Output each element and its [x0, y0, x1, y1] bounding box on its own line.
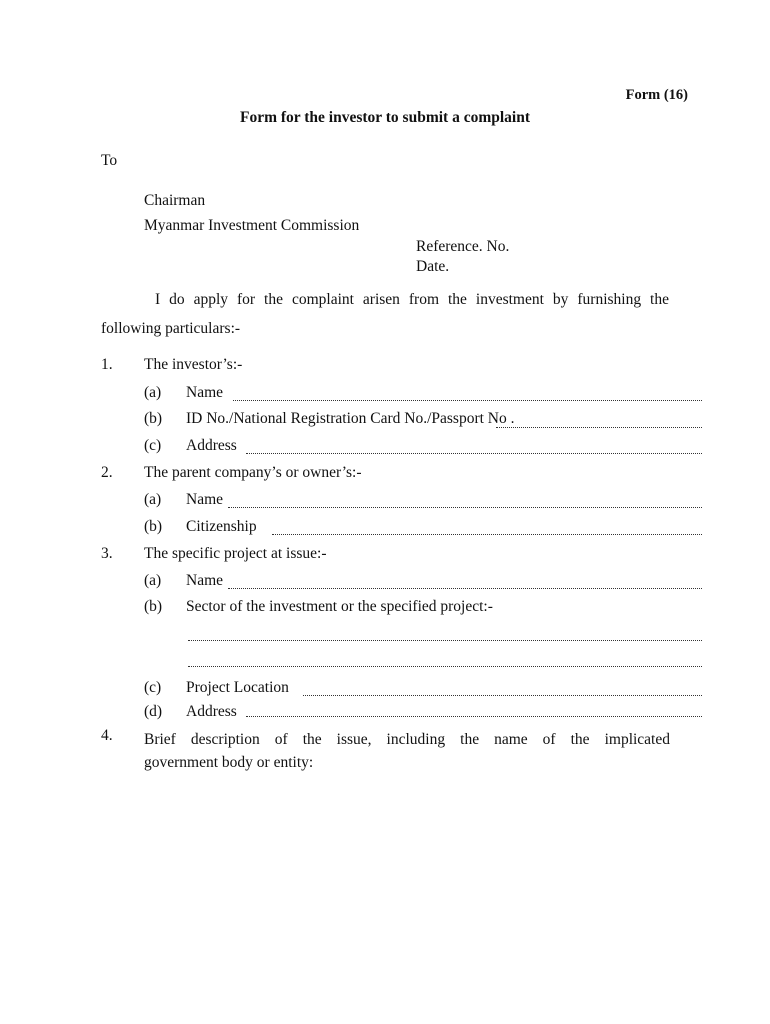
section-2a-letter: (a) [144, 491, 162, 508]
section-1b-letter: (b) [144, 410, 163, 427]
intro-paragraph-line1: I do apply for the complaint arisen from the investment by furnishing the [155, 291, 669, 308]
section-4-text [144, 728, 670, 774]
section-2b-letter: (b) [144, 518, 163, 535]
section-3b-letter: (b) [144, 598, 163, 615]
section-2-number: 2. [101, 464, 113, 481]
section-2a-label: Name [186, 491, 224, 508]
section-3c-label: Project Location [186, 679, 289, 696]
recipient-organization: Myanmar Investment Commission [144, 217, 360, 234]
section-3d-letter: (d) [144, 703, 163, 720]
section-2-heading: The parent company’s or owner’s:- [144, 464, 362, 481]
section-1c-letter: (c) [144, 437, 162, 454]
section-4-line1: Brief description of the issue, including the name of the implicated [144, 731, 670, 748]
citizenship-field[interactable] [272, 524, 702, 535]
recipient-title: Chairman [144, 192, 206, 209]
parent-company-name-field[interactable] [228, 497, 702, 508]
section-4-number: 4. [101, 727, 113, 744]
to-label: To [101, 152, 118, 169]
section-1c-label: Address [186, 437, 237, 454]
section-3a-letter: (a) [144, 572, 162, 589]
section-1-number: 1. [101, 356, 113, 373]
section-3-heading: The specific project at issue:- [144, 545, 327, 562]
section-3a-label: Name [186, 572, 224, 589]
section-1a-letter: (a) [144, 384, 162, 401]
intro-paragraph-line2: following particulars:- [101, 320, 241, 337]
form-title: Form for the investor to submit a complaint [239, 109, 531, 126]
section-3d-label: Address [186, 703, 237, 720]
investor-name-field[interactable] [233, 390, 702, 401]
project-location-field[interactable] [303, 685, 702, 696]
project-name-field[interactable] [228, 578, 702, 589]
project-address-field[interactable] [246, 706, 702, 717]
section-2b-label: Citizenship [186, 518, 257, 535]
section-1-heading: The investor’s:- [144, 356, 243, 373]
form-number: Form (16) [625, 87, 688, 103]
investor-address-field[interactable] [246, 443, 702, 454]
section-1a-label: Name [186, 384, 224, 401]
date-label: Date. [416, 258, 450, 275]
reference-number-label: Reference. No. [416, 238, 510, 255]
investor-id-field[interactable] [496, 417, 702, 428]
section-4-line2: government body or entity: [144, 754, 314, 771]
section-1b-label: ID No./National Registration Card No./Passport No . [186, 410, 515, 427]
section-3b-label: Sector of the investment or the specified project:- [186, 598, 493, 615]
sector-field-line2[interactable] [188, 656, 702, 667]
sector-field-line1[interactable] [188, 630, 702, 641]
section-3c-letter: (c) [144, 679, 162, 696]
section-3-number: 3. [101, 545, 113, 562]
